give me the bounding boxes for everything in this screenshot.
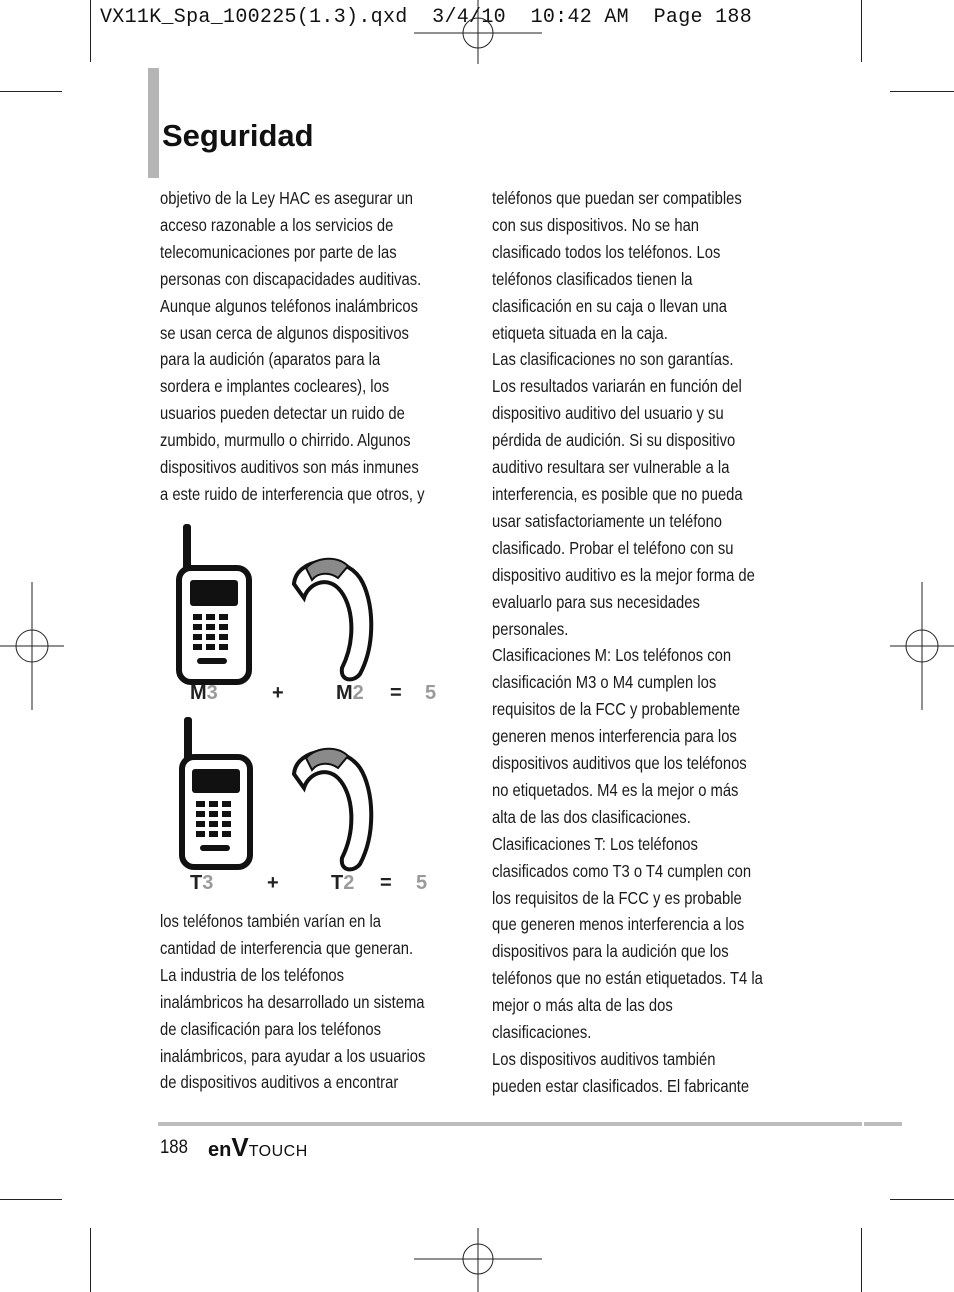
text-line: requisitos de la FCC y probablemente xyxy=(492,699,741,720)
cell-phone-icon xyxy=(175,520,255,685)
text-line: para la audición (aparatos para la xyxy=(160,349,381,370)
text-line: a este ruido de interferencia que otros, y xyxy=(160,483,425,504)
text-line: mejor o más alta de las dos xyxy=(492,995,673,1016)
text-line: clasificación M3 o M4 cumplen los xyxy=(492,672,717,693)
text-line: no etiquetados. M4 es la mejor o más xyxy=(492,779,739,800)
registration-mark-left-icon xyxy=(0,582,64,710)
text-line: La industria de los teléfonos xyxy=(160,964,345,985)
text-line: Los dispositivos auditivos también xyxy=(492,1049,716,1069)
cell-phone-icon xyxy=(178,715,258,870)
right-column-text xyxy=(492,185,763,1100)
text-line: telecomunicaciones por parte de las xyxy=(160,241,397,262)
footer-rule-end xyxy=(864,1122,902,1126)
text-line: de clasificación para los teléfonos xyxy=(160,1018,381,1039)
footer-rule xyxy=(158,1122,862,1126)
text-line: clasificado. Probar el teléfono con su xyxy=(492,537,734,558)
crop-mark-top-left-h xyxy=(0,91,62,92)
text-line: inalámbricos, para ayudar a los usuarios xyxy=(160,1045,426,1066)
left-column-bottom-text xyxy=(160,908,425,1096)
text-line: teléfonos que puedan ser compatibles xyxy=(492,188,742,208)
text-line: acceso razonable a los servicios de xyxy=(160,214,394,235)
crop-mark-bottom-right-h xyxy=(890,1199,954,1200)
phone-rating-t3: T3 xyxy=(190,872,214,894)
text-line: personas con discapacidades auditivas. xyxy=(160,268,422,289)
text-line: de dispositivos auditivos a encontrar xyxy=(160,1072,399,1093)
text-line: dispositivos para la audición que los xyxy=(492,941,729,962)
phone-rating-m3: M3 xyxy=(190,682,218,704)
text-line: clasificado todos los teléfonos. Los xyxy=(492,241,721,262)
aid-rating-m2: M2 xyxy=(336,682,364,704)
hearing-aid-icon xyxy=(282,738,382,873)
text-line: generen menos interferencia para los xyxy=(492,726,737,747)
hac-rating-figure xyxy=(170,520,460,910)
text-line: Clasificaciones T: Los teléfonos xyxy=(492,833,698,854)
left-column-top-text xyxy=(160,185,425,508)
text-line: teléfonos clasificados tienen la xyxy=(492,268,693,289)
text-line: clasificados como T3 o T4 cumplen con xyxy=(492,860,752,881)
text-line: clasificación en su caja o llevan una xyxy=(492,295,727,316)
text-line: usuarios pueden detectar un ruido de xyxy=(160,403,405,424)
text-line: clasificaciones. xyxy=(492,1022,592,1043)
crop-mark-top-right-v xyxy=(861,0,862,62)
text-line: objetivo de la Ley HAC es asegurar un xyxy=(160,188,414,208)
text-line: evaluarlo para sus necesidades xyxy=(492,591,700,612)
registration-mark-right-icon xyxy=(890,582,954,710)
text-line: se usan cerca de algunos dispositivos xyxy=(160,322,409,343)
registration-mark-bottom-icon xyxy=(414,1228,542,1292)
text-line: Las clasificaciones no son garantías. xyxy=(492,349,734,370)
crop-mark-top-right-h xyxy=(890,91,954,92)
text-line: con sus dispositivos. No se han xyxy=(492,214,700,235)
text-line: cantidad de interferencia que generan. xyxy=(160,937,414,958)
print-slug-line: VX11K_Spa_100225(1.3).qxd 3/4/10 10:42 AM Page 188 xyxy=(100,6,753,29)
crop-mark-bottom-left-v xyxy=(90,1228,91,1292)
text-line: pueden estar clasificados. El fabricante xyxy=(492,1075,750,1096)
text-line: dispositivos auditivos que los teléfonos xyxy=(492,753,747,774)
text-line: etiqueta situada en la caja. xyxy=(492,322,668,343)
text-line: los teléfonos también varían en la xyxy=(160,911,381,931)
crop-mark-bottom-left-h xyxy=(0,1199,62,1200)
text-line: Los resultados variarán en función del xyxy=(492,376,742,397)
text-line: dispositivos auditivos son más inmunes xyxy=(160,457,419,478)
text-line: inalámbricos ha desarrollado un sistema xyxy=(160,991,425,1012)
combined-score: 5 xyxy=(425,682,437,704)
crop-mark-top-left-v xyxy=(90,0,91,62)
env-touch-logo: enVTOUCH xyxy=(208,1132,308,1162)
aid-rating-t2: T2 xyxy=(331,872,355,894)
text-line: interferencia, es posible que no pueda xyxy=(492,483,743,504)
text-line: dispositivo auditivo del usuario y su xyxy=(492,403,724,424)
equals-sign: = xyxy=(390,682,402,704)
text-line: usar satisfactoriamente un teléfono xyxy=(492,510,723,531)
combined-score: 5 xyxy=(416,872,428,894)
text-line: alta de las dos clasificaciones. xyxy=(492,806,691,827)
text-line: pérdida de audición. Si su dispositivo xyxy=(492,430,736,451)
crop-mark-bottom-right-v xyxy=(861,1228,862,1292)
text-line: dispositivo auditivo es la mejor forma de xyxy=(492,564,755,585)
text-line: teléfonos que no están etiquetados. T4 la xyxy=(492,968,763,989)
text-line: personales. xyxy=(492,618,569,639)
title-accent-bar xyxy=(148,68,159,178)
text-line: Clasificaciones M: Los teléfonos con xyxy=(492,645,732,666)
plus-sign: + xyxy=(267,872,279,894)
hearing-aid-icon xyxy=(282,548,382,683)
text-line: Aunque algunos teléfonos inalámbricos xyxy=(160,295,418,316)
text-line: sordera e implantes cocleares), los xyxy=(160,376,390,397)
text-line: que generen menos interferencia a los xyxy=(492,914,745,935)
text-line: los requisitos de la FCC y es probable xyxy=(492,887,742,908)
registration-mark-top-icon xyxy=(414,0,542,64)
equals-sign: = xyxy=(380,872,392,894)
text-line: zumbido, murmullo o chirrido. Algunos xyxy=(160,430,411,451)
page-title: Seguridad xyxy=(162,118,314,153)
plus-sign: + xyxy=(272,682,284,704)
page-number: 188 xyxy=(160,1137,188,1158)
text-line: auditivo resultara ser vulnerable a la xyxy=(492,457,730,478)
